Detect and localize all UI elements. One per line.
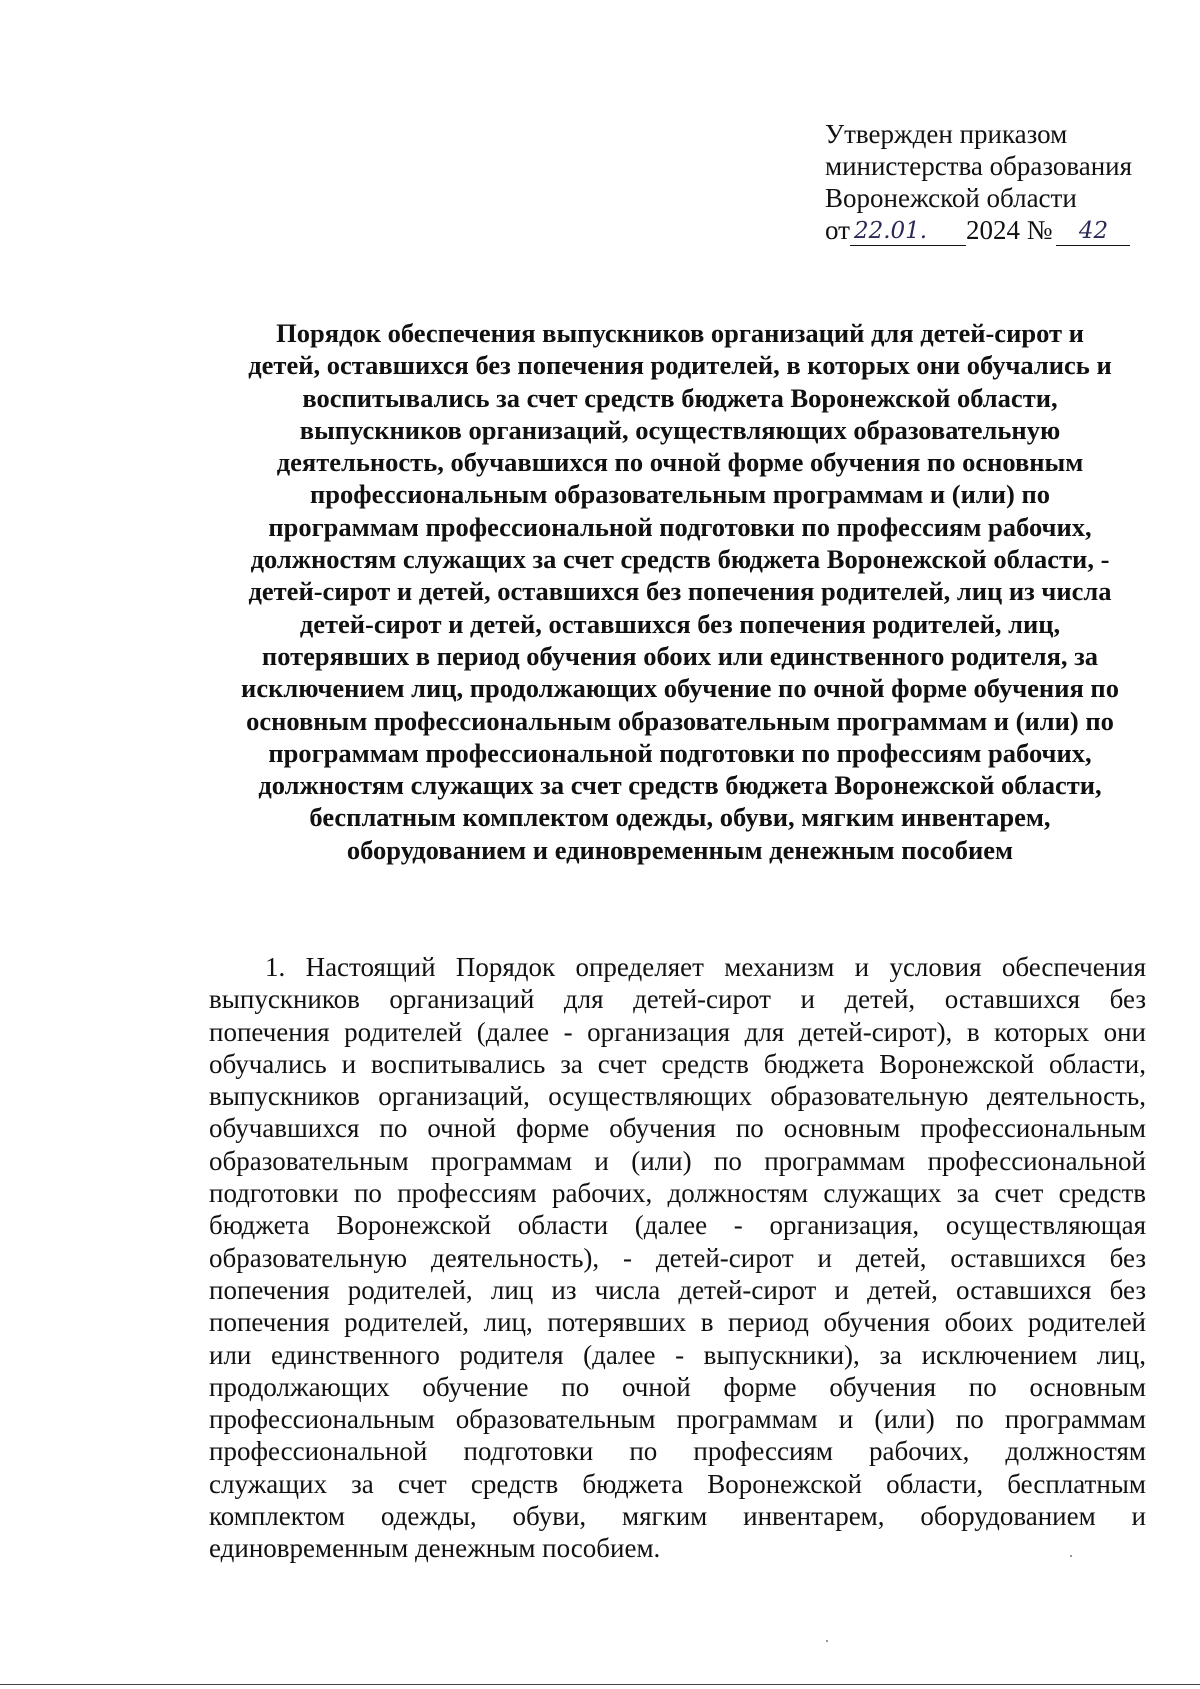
- title-line: исключением лиц, продолжающих обучение по очной форме обучения по: [241, 673, 1119, 704]
- paragraph-line: 1. Настоящий Порядок определяет механизм и условия обеспечения: [265, 952, 1146, 982]
- paragraph-line: профессиональной подготовки по профессиям рабочих, должностям: [209, 1436, 1146, 1467]
- title-line: должностям служащих за счет средств бюджета Воронежской области,: [258, 770, 1102, 801]
- approval-date-number-line: [825, 214, 1185, 246]
- paragraph-line: попечения родителей (далее - организация для детей-сирот), в которых они: [209, 1016, 1146, 1047]
- approval-line-2: министерства образования: [825, 151, 1133, 181]
- title-line: оборудованием и единовременным денежным пособием: [346, 834, 1014, 865]
- paragraph-line: служащих за счет средств бюджета Воронежской области, бесплатным: [209, 1468, 1146, 1499]
- paragraph-line: образовательным программам и (или) по программам профессиональной: [209, 1145, 1146, 1176]
- handwritten-number: 42: [1056, 217, 1130, 246]
- approval-line-1: Утвержден приказом: [825, 119, 1068, 149]
- handwritten-date: 22.01.: [850, 217, 966, 246]
- title-line: Порядок обеспечения выпускников организаций для детей-сирот и: [276, 318, 1084, 348]
- title-line: детей, оставшихся без попечения родителей, в которых они обучались и: [248, 350, 1112, 381]
- paragraph-line: выпускников организаций, осуществляющих образовательную деятельность,: [209, 1081, 1146, 1112]
- title-line: потерявших в период обучения обоих или единственного родителя, за: [261, 640, 1099, 671]
- paragraph-1: [209, 951, 1146, 1565]
- title-line: профессиональным образовательным программам и (или) по: [310, 479, 1050, 510]
- paragraph-line: бюджета Воронежской области (далее - организация, осуществляющая: [209, 1210, 1146, 1241]
- paragraph-line: единовременным денежным пособием.: [209, 1533, 661, 1564]
- page-bottom-edge: [0, 1684, 1200, 1685]
- paragraph-line: обучались и воспитывались за счет средств бюджета Воронежской области,: [209, 1048, 1146, 1079]
- title-line: детей-сирот и детей, оставшихся без попечения родителей, лиц,: [299, 608, 1061, 639]
- approval-line-3: Воронежской области: [825, 183, 1077, 213]
- title-line: программам профессиональной подготовки по профессиям рабочих,: [268, 737, 1092, 768]
- paragraph-line: образовательную деятельность), - детей-сирот и детей, оставшихся без: [209, 1242, 1146, 1273]
- approval-stamp: [825, 118, 1185, 246]
- scan-speck: [1070, 1555, 1072, 1557]
- approval-from-label: от: [825, 215, 850, 245]
- title-line: воспитывались за счет средств бюджета Воронежской области,: [302, 382, 1058, 413]
- title-line: основным профессиональным образовательным программам и (или) по: [246, 705, 1114, 736]
- paragraph-line: или единственного родителя (далее - выпускники), за исключением лиц,: [209, 1339, 1146, 1370]
- title-line: программам профессиональной подготовки по профессиям рабочих,: [268, 511, 1092, 542]
- title-line: бесплатным комплектом одежды, обуви, мягким инвентарем,: [309, 802, 1051, 833]
- paragraph-line: попечения родителей, лиц, потерявших в период обучения обоих родителей: [209, 1307, 1146, 1338]
- approval-year-number-label: 2024 №: [965, 215, 1053, 245]
- paragraph-line: подготовки по профессиям рабочих, должностям служащих за счет средств: [209, 1178, 1146, 1209]
- paragraph-line: продолжающих обучение по очной форме обучения по основным: [209, 1371, 1146, 1402]
- title-line: выпускников организаций, осуществляющих образовательную: [299, 414, 1061, 445]
- paragraph-line: выпускников организаций для детей-сирот и детей, оставшихся без: [209, 984, 1146, 1015]
- title-line: должностям служащих за счет средств бюджета Воронежской области, -: [250, 544, 1110, 575]
- paragraph-line: профессиональным образовательным программам и (или) по программам: [209, 1404, 1146, 1435]
- document-title: [200, 317, 1160, 866]
- paragraph-line: комплектом одежды, обуви, мягким инвентарем, оборудованием и: [209, 1501, 1146, 1532]
- scan-speck: [826, 1640, 828, 1642]
- title-line: детей-сирот и детей, оставшихся без попечения родителей, лиц из числа: [248, 576, 1112, 607]
- paragraph-line: обучавшихся по очной форме обучения по основным профессиональным: [209, 1113, 1146, 1144]
- paragraph-line: попечения родителей, лиц из числа детей-сирот и детей, оставшихся без: [209, 1274, 1146, 1305]
- title-line: деятельность, обучавшихся по очной форме обучения по основным: [276, 447, 1084, 478]
